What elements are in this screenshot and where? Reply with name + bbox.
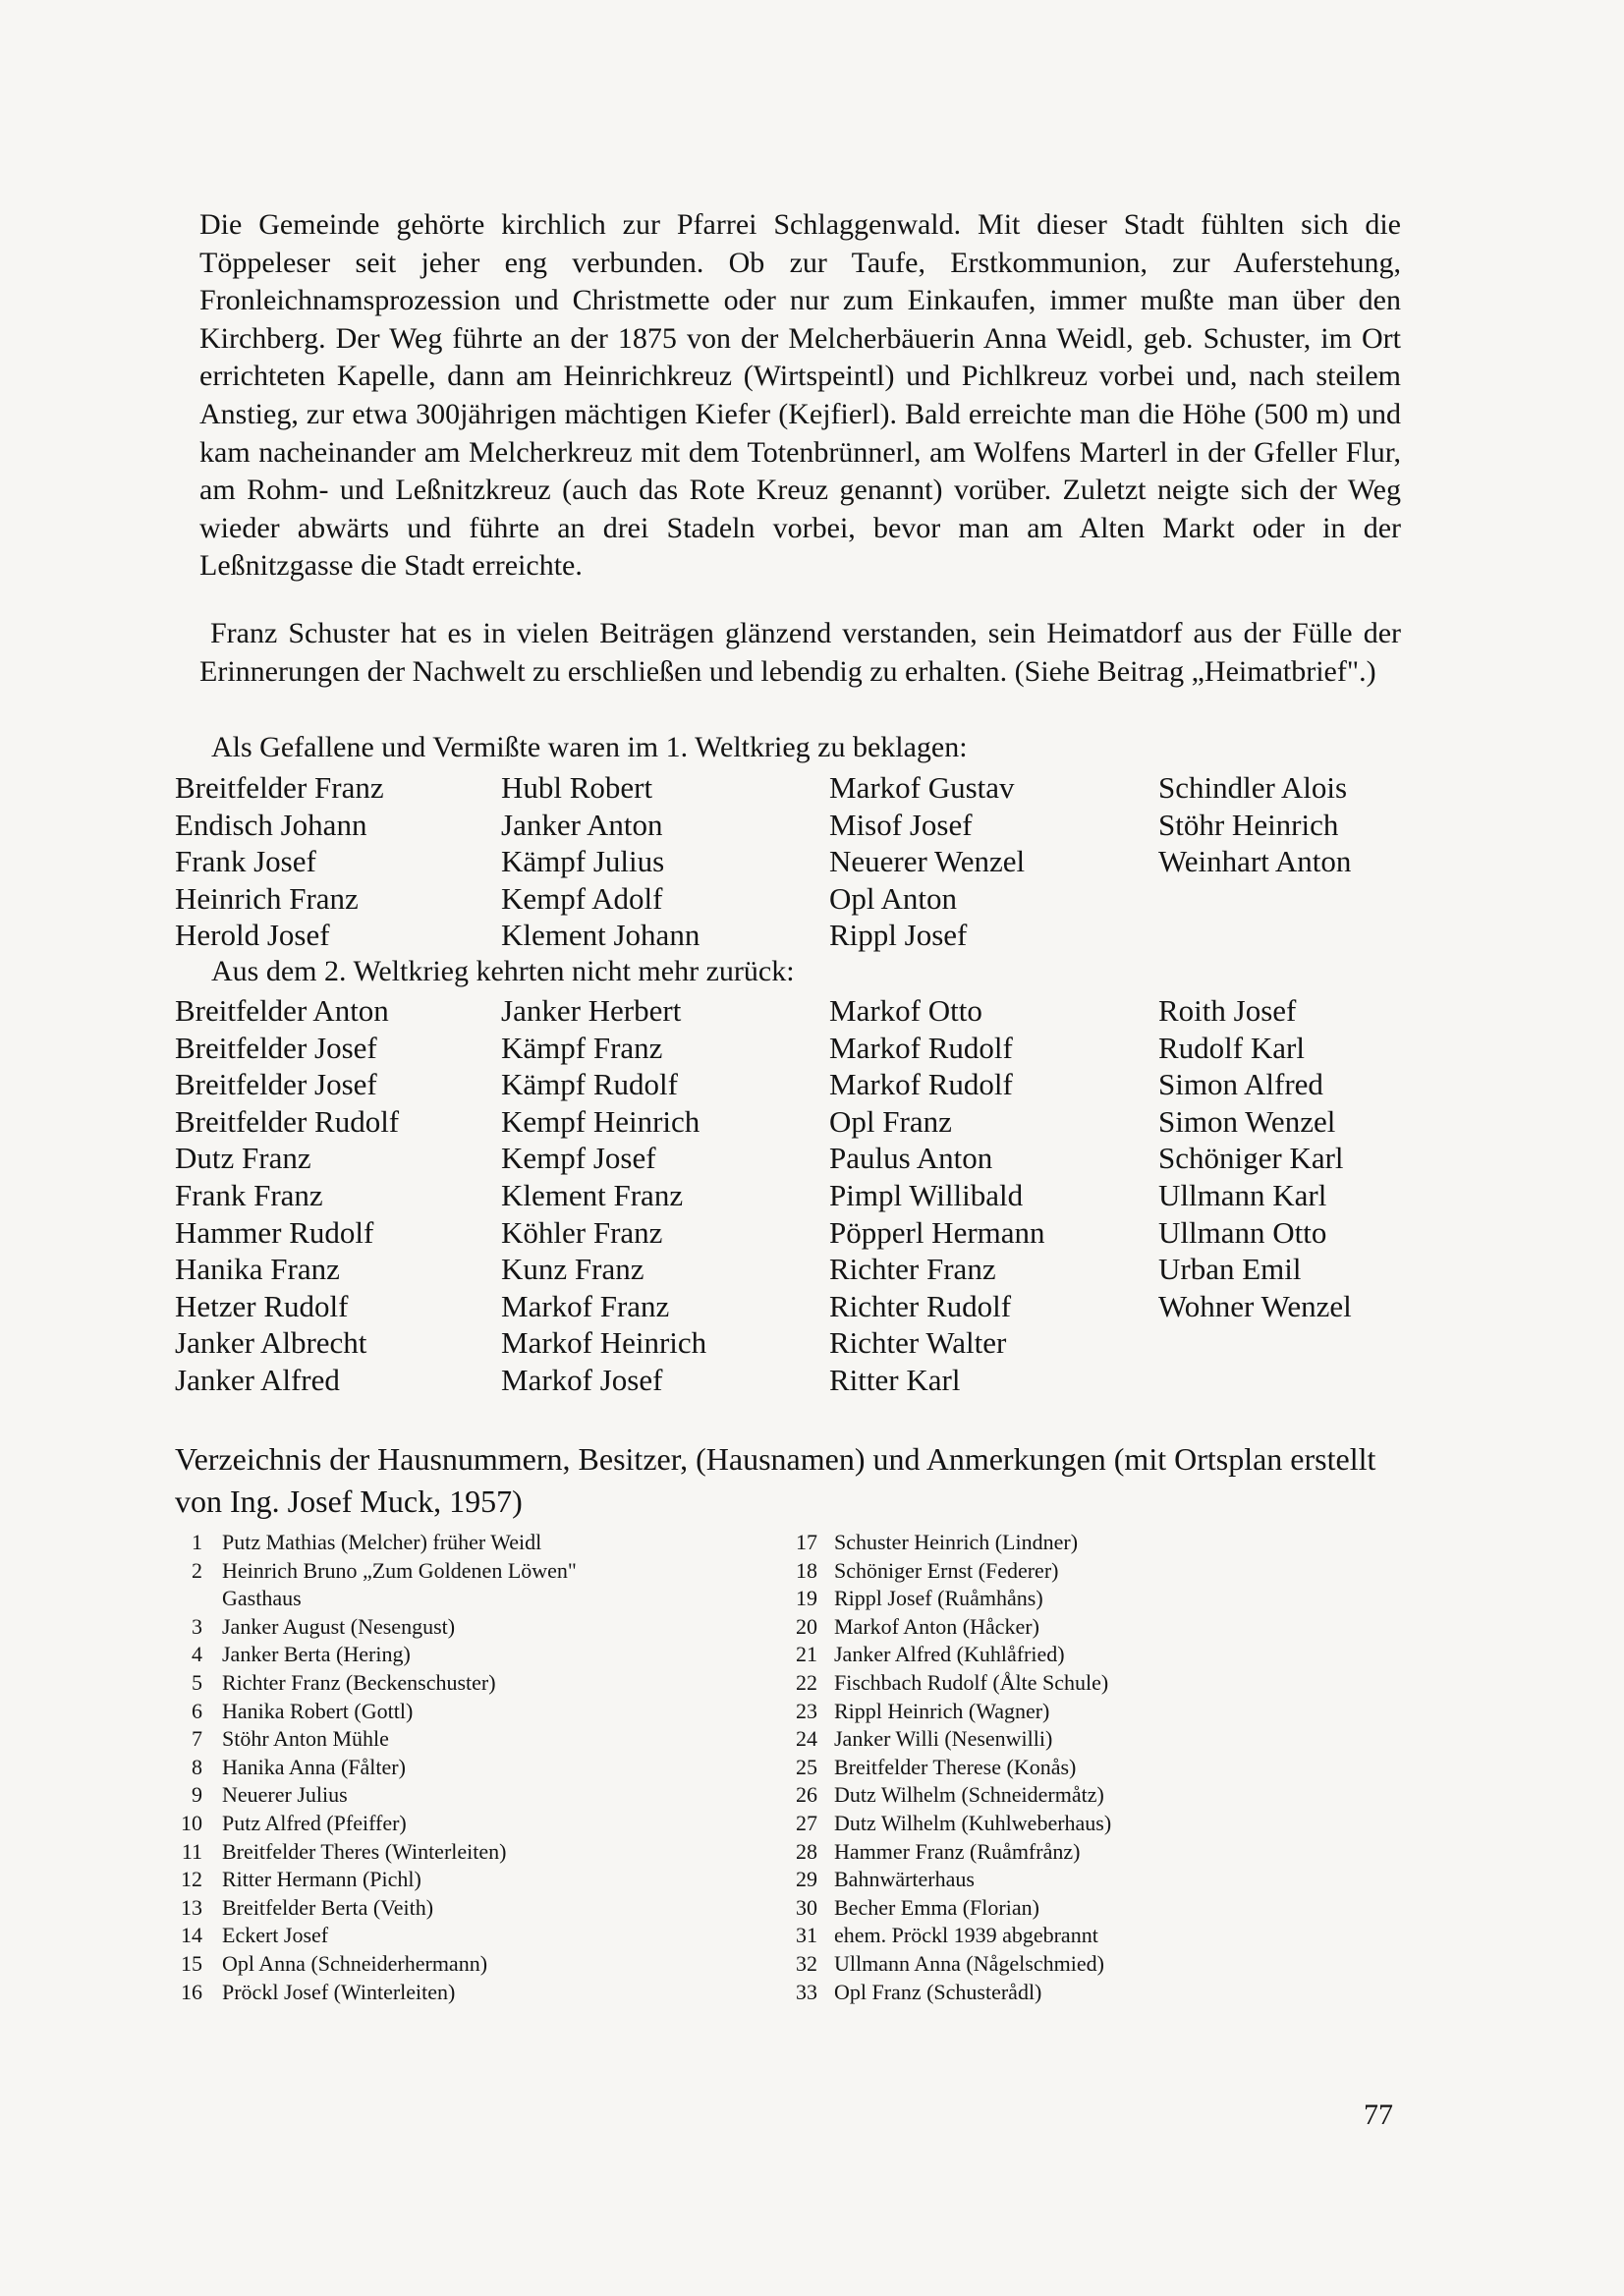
name-cell: Schindler Alois (1158, 770, 1348, 805)
house-number: 19 (796, 1586, 817, 1611)
name-cell: Hetzer Rudolf (175, 1288, 349, 1323)
house-owner: Rippl Heinrich (Wagner) (834, 1698, 1050, 1723)
house-number: 33 (796, 1979, 817, 2004)
house-owner: Bahnwärterhaus (834, 1867, 975, 1892)
name-cell: Markof Gustav (829, 770, 1015, 805)
house-number: 28 (796, 1838, 817, 1864)
name-cell: Markof Josef (501, 1362, 663, 1397)
table-row (175, 880, 1394, 918)
name-cell: Janker Alfred (175, 1362, 340, 1397)
house-owner: Schuster Heinrich (Lindner) (834, 1530, 1079, 1554)
ww1-heading: Als Gefallene und Vermißte waren im 1. Weltkrieg zu beklagen: (211, 731, 968, 763)
list-item (766, 1613, 1111, 1642)
house-owner: Schöniger Ernst (Federer) (834, 1557, 1059, 1583)
house-owner: Stöhr Anton Mühle (222, 1726, 389, 1752)
house-number: 10 (181, 1810, 202, 1835)
list-item (766, 1866, 1111, 1894)
list-item (167, 1725, 577, 1754)
house-number: 6 (192, 1698, 202, 1723)
name-cell: Neuerer Wenzel (829, 844, 1026, 879)
name-cell: Rudolf Karl (1158, 1030, 1305, 1065)
house-owner: Putz Alfred (Pfeiffer) (222, 1810, 407, 1835)
name-cell: Urban Emil (1158, 1252, 1302, 1287)
name-cell: Kämpf Julius (501, 844, 665, 879)
paragraph-franz-schuster: Franz Schuster hat es in vielen Beiträgen glänzend verstanden, sein Heimatdorf aus der Fülle der Erinnerungen der Nachwelt zu erschließen und lebendig zu erhalten. (Siehe Beitrag „Heimatbrief".) (199, 617, 1401, 688)
table-row (175, 1288, 1394, 1325)
name-cell: Breitfelder Josef (175, 1067, 377, 1102)
name-cell: Dutz Franz (175, 1141, 311, 1176)
house-owner: Janker Willi (Nesenwilli) (834, 1726, 1053, 1752)
name-cell: Hubl Robert (501, 770, 653, 805)
table-row (175, 1214, 1394, 1252)
house-number: 30 (796, 1894, 817, 1920)
name-cell: Rippl Josef (829, 918, 968, 953)
table-row (175, 843, 1394, 880)
house-owner: Richter Franz (Beckenschuster) (222, 1669, 496, 1695)
house-number: 17 (796, 1530, 817, 1554)
list-item (167, 1950, 577, 1979)
name-cell: Kempf Heinrich (501, 1103, 700, 1139)
house-number: 32 (796, 1950, 817, 1976)
name-cell: Misof Josef (829, 807, 973, 842)
house-owner: Pröckl Josef (Winterleiten) (222, 1979, 456, 2004)
list-item (766, 1698, 1111, 1726)
name-cell: Roith Josef (1158, 993, 1297, 1028)
house-number: 24 (796, 1726, 817, 1752)
house-number: 9 (192, 1782, 202, 1808)
list-item (766, 1669, 1111, 1698)
list-item (167, 1810, 577, 1838)
house-list-right (766, 1529, 1111, 2006)
house-number: 8 (192, 1754, 202, 1779)
name-cell (1158, 1324, 1394, 1362)
name-cell: Janker Herbert (501, 993, 682, 1028)
list-item (167, 1698, 577, 1726)
house-owner: Janker Alfred (Kuhlåfried) (834, 1642, 1065, 1667)
table-row (175, 992, 1394, 1030)
name-cell: Kämpf Franz (501, 1030, 663, 1065)
house-owner: Breitfelder Therese (Konås) (834, 1754, 1077, 1779)
house-owner: Ullmann Anna (Någelschmied) (834, 1950, 1104, 1976)
house-owner: Becher Emma (Florian) (834, 1894, 1039, 1920)
list-item (766, 1725, 1111, 1754)
name-cell: Simon Wenzel (1158, 1103, 1336, 1139)
name-cell: Köhler Franz (501, 1214, 663, 1250)
name-cell: Simon Alfred (1158, 1067, 1323, 1102)
name-cell: Klement Franz (501, 1177, 684, 1212)
name-cell: Kempf Josef (501, 1141, 656, 1176)
list-item (167, 1669, 577, 1698)
name-cell: Kämpf Rudolf (501, 1067, 678, 1102)
house-owner: Hanika Robert (Gottl) (222, 1698, 414, 1723)
house-number: 11 (181, 1838, 202, 1864)
house-number: 3 (192, 1613, 202, 1639)
name-cell: Hammer Rudolf (175, 1214, 374, 1250)
list-item (167, 1781, 577, 1810)
house-number: 1 (192, 1530, 202, 1554)
list-item (766, 1641, 1111, 1669)
house-owner: Rippl Josef (Ruåmhåns) (834, 1586, 1043, 1611)
list-item (167, 1866, 577, 1894)
name-cell: Kunz Franz (501, 1252, 644, 1287)
name-cell: Endisch Johann (175, 807, 367, 842)
name-cell: Ritter Karl (829, 1362, 961, 1397)
house-owner: Dutz Wilhelm (Schneidermåtz) (834, 1782, 1104, 1808)
name-cell: Ullmann Karl (1158, 1177, 1327, 1212)
house-number: 2 (192, 1557, 202, 1583)
house-number: 16 (181, 1979, 202, 2004)
name-cell: Weinhart Anton (1158, 844, 1352, 879)
name-cell: Breitfelder Franz (175, 770, 384, 805)
house-number: 13 (181, 1894, 202, 1920)
name-cell: Stöhr Heinrich (1158, 807, 1339, 842)
list-item (766, 1894, 1111, 1923)
house-owner: Opl Anna (Schneiderhermann) (222, 1950, 488, 1976)
name-cell: Klement Johann (501, 918, 700, 953)
house-owner: Eckert Josef (222, 1923, 329, 1948)
list-item (766, 1585, 1111, 1613)
house-number: 7 (192, 1726, 202, 1752)
name-cell: Kempf Adolf (501, 880, 663, 916)
table-row (175, 1066, 1394, 1103)
house-owner: Fischbach Rudolf (Ålte Schule) (834, 1669, 1109, 1695)
house-number: 15 (181, 1950, 202, 1976)
list-item (766, 1979, 1111, 2007)
table-row (175, 1251, 1394, 1288)
list-item (766, 1810, 1111, 1838)
house-number: 18 (796, 1557, 817, 1583)
ww1-names-table (175, 769, 1394, 954)
name-cell: Richter Rudolf (829, 1288, 1012, 1323)
name-cell: Paulus Anton (829, 1141, 993, 1176)
list-item (766, 1557, 1111, 1586)
name-cell: Herold Josef (175, 918, 330, 953)
house-owner: Dutz Wilhelm (Kuhlweberhaus) (834, 1810, 1112, 1835)
table-row (175, 1324, 1394, 1362)
name-cell: Pöpperl Hermann (829, 1214, 1045, 1250)
house-owner: Putz Mathias (Melcher) früher Weidl (222, 1530, 542, 1554)
list-item (766, 1529, 1111, 1557)
house-number: 22 (796, 1669, 817, 1695)
name-cell: Hanika Franz (175, 1252, 340, 1287)
house-owner: Opl Franz (Schusterådl) (834, 1979, 1042, 2004)
house-number: 21 (796, 1642, 817, 1667)
table-row (175, 769, 1394, 807)
ww2-names-table (175, 992, 1394, 1399)
table-row (175, 807, 1394, 844)
list-item-continuation (167, 1585, 577, 1613)
name-cell: Richter Franz (829, 1252, 996, 1287)
house-owner: Janker August (Nesengust) (222, 1613, 456, 1639)
name-cell: Schöniger Karl (1158, 1141, 1344, 1176)
house-owner: ehem. Pröckl 1939 abgebrannt (834, 1923, 1098, 1948)
paragraph-church: Die Gemeinde gehörte kirchlich zur Pfarrei Schlaggenwald. Mit dieser Stadt fühlten sich die Töppeleser seit jeher eng verbunden. Ob zur Taufe, Erstkommunion, zur Auferstehung, Fronleichnamsprozession und Christmette oder nur zum Einkaufen, immer mußte man über den Kirchberg. Der Weg führte an der 1875 von der Melcherbäuerin Anna Weidl, geb. Schuster, im Ort errichteten Kapelle, dann am Heinrichkreuz (Wirtspeintl) und Pichlkreuz vorbei und, nach steilem Anstieg, zur etwa 300jährigen mächtigen Kiefer (Kejfierl). Bald erreichte man die Höhe (500 m) und kam nacheinander am Melcherkreuz mit dem Totenbrünnerl, am Wolfens Marterl in der Gfeller Flur, am Rohm- und Leßnitzkreuz (auch das Rote Kreuz genannt) vorüber. Zuletzt neigte sich der Weg wieder abwärts und führte an drei Stadeln vorbei, bevor man am Alten Markt oder in der Leßnitzgasse die Stadt erreichte. (199, 208, 1401, 583)
house-list-title: Verzeichnis der Hausnummern, Besitzer, (Hausnamen) und Anmerkungen (mit Ortsplan erstellt von Ing. Josef Muck, 1957) (175, 1441, 1376, 1519)
list-item (167, 1754, 577, 1782)
name-cell: Richter Walter (829, 1325, 1007, 1361)
name-cell (1158, 917, 1394, 954)
house-number: 26 (796, 1782, 817, 1808)
name-cell: Markof Otto (829, 993, 982, 1028)
house-owner-continuation: Gasthaus (222, 1586, 302, 1611)
list-item (766, 1754, 1111, 1782)
name-cell: Breitfelder Anton (175, 993, 389, 1028)
table-row (175, 1177, 1394, 1214)
name-cell: Pimpl Willibald (829, 1177, 1024, 1212)
house-owner: Breitfelder Theres (Winterleiten) (222, 1838, 507, 1864)
ww2-heading: Aus dem 2. Weltkrieg kehrten nicht mehr zurück: (211, 955, 795, 987)
table-row (175, 917, 1394, 954)
name-cell: Markof Heinrich (501, 1325, 707, 1361)
house-owner: Hanika Anna (Fålter) (222, 1754, 406, 1779)
list-item (167, 1979, 577, 2007)
house-number: 31 (796, 1923, 817, 1948)
house-list-left (167, 1529, 577, 2006)
house-owner: Markof Anton (Håcker) (834, 1613, 1039, 1639)
name-cell: Opl Anton (829, 880, 958, 916)
list-item (167, 1641, 577, 1669)
list-item (167, 1894, 577, 1923)
house-owner: Janker Berta (Hering) (222, 1642, 411, 1667)
list-item (167, 1557, 577, 1586)
name-cell: Markof Rudolf (829, 1067, 1013, 1102)
house-number: 29 (796, 1867, 817, 1892)
list-item (167, 1613, 577, 1642)
list-item (766, 1838, 1111, 1867)
name-cell (1158, 880, 1394, 918)
table-row (175, 1362, 1394, 1399)
table-row (175, 1140, 1394, 1177)
house-owner: Heinrich Bruno „Zum Goldenen Löwen" (222, 1557, 577, 1583)
house-number: 27 (796, 1810, 817, 1835)
house-owner: Ritter Hermann (Pichl) (222, 1867, 421, 1892)
name-cell: Ullmann Otto (1158, 1214, 1327, 1250)
house-number: 25 (796, 1754, 817, 1779)
name-cell: Breitfelder Rudolf (175, 1103, 400, 1139)
house-owner: Hammer Franz (Ruåmfrånz) (834, 1838, 1081, 1864)
house-number: 4 (192, 1642, 202, 1667)
house-owner: Neuerer Julius (222, 1782, 348, 1808)
house-number: 20 (796, 1613, 817, 1639)
name-cell: Wohner Wenzel (1158, 1288, 1352, 1323)
table-row (175, 1030, 1394, 1067)
name-cell: Frank Josef (175, 844, 316, 879)
house-owner: Breitfelder Berta (Veith) (222, 1894, 434, 1920)
name-cell (1158, 1362, 1394, 1399)
list-item (167, 1838, 577, 1867)
list-item (167, 1922, 577, 1950)
list-item (766, 1950, 1111, 1979)
name-cell: Breitfelder Josef (175, 1030, 377, 1065)
table-row (175, 1103, 1394, 1141)
name-cell: Markof Rudolf (829, 1030, 1013, 1065)
name-cell: Janker Albrecht (175, 1325, 367, 1361)
house-number: 23 (796, 1698, 817, 1723)
list-item (766, 1781, 1111, 1810)
name-cell: Frank Franz (175, 1177, 323, 1212)
name-cell: Janker Anton (501, 807, 663, 842)
house-number: 14 (181, 1923, 202, 1948)
page-number: 77 (1364, 2099, 1393, 2131)
list-item (766, 1922, 1111, 1950)
name-cell: Opl Franz (829, 1103, 952, 1139)
house-number: 12 (181, 1867, 202, 1892)
list-item (167, 1529, 577, 1557)
name-cell: Markof Franz (501, 1288, 670, 1323)
house-number: 5 (192, 1669, 202, 1695)
name-cell: Heinrich Franz (175, 880, 359, 916)
